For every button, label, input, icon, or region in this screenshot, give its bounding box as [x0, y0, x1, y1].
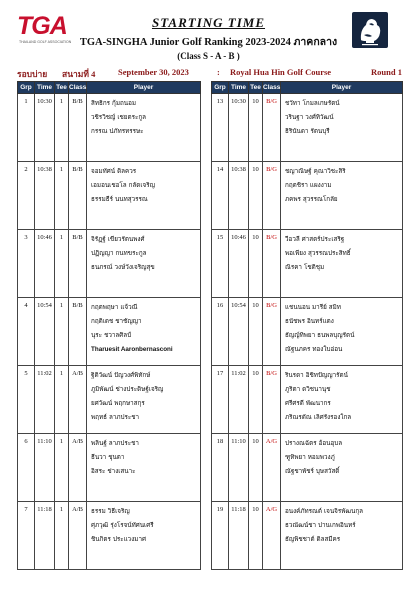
column-spacer — [201, 162, 212, 230]
left-group-players — [87, 502, 201, 570]
right-group-time: 10:54 — [229, 298, 249, 366]
right-group-time: 10:30 — [229, 94, 249, 162]
starting-time-table — [17, 81, 403, 570]
player-name: ธนภรณ์ วงษ์วังเจริญสุข — [91, 264, 155, 271]
class-line: (Class S - A - B ) — [177, 51, 240, 61]
right-group-tee: 10 — [249, 298, 263, 366]
right-group-tee: 10 — [249, 366, 263, 434]
col-header-class: Class — [69, 82, 87, 94]
table-row — [18, 366, 403, 434]
left-group-tee: 1 — [55, 502, 69, 570]
right-group-class: B/G — [263, 230, 281, 298]
left-group-grp: 6 — [18, 434, 35, 502]
left-group-time: 10:46 — [35, 230, 55, 298]
player-name: จอมทัศน์ ดิลควร — [91, 168, 137, 175]
date-label: September 30, 2023 — [118, 67, 189, 77]
player-name: ปรางณฉัตร อ้อนอุบล — [285, 440, 343, 447]
table-row — [18, 502, 403, 570]
player-name: พลินฐ์ ลาภประชา — [91, 440, 139, 447]
right-group-tee: 10 — [249, 230, 263, 298]
left-group-class: A/B — [69, 366, 87, 434]
left-group-players — [87, 162, 201, 230]
player-name: ธวณัฒน์ชา ปานเกพอินทร์ — [285, 522, 356, 529]
player-name: ภคพร สุวรรณโกลัย — [285, 196, 338, 203]
right-group-players — [281, 298, 403, 366]
player-name: ธรรม วิธีเจริญ — [91, 508, 130, 515]
round-info-bar — [17, 67, 402, 79]
left-group-grp: 3 — [18, 230, 35, 298]
player-name: กฤตชิรา แผงงาม — [285, 182, 332, 189]
tga-logo-subtext: THAILAND GOLF ASSOCIATION — [19, 40, 72, 44]
player-name: ชญาณิษฐ์ คุณาวิชะสิริ — [285, 168, 346, 175]
table-row — [18, 434, 403, 502]
right-group-players — [281, 434, 403, 502]
player-name: ปฏิญญา กนทขระกูล — [91, 250, 147, 257]
left-group-time: 11:10 — [35, 434, 55, 502]
table-row — [18, 162, 403, 230]
left-group-tee: 1 — [55, 94, 69, 162]
right-group-class: B/G — [263, 298, 281, 366]
table-row — [18, 298, 403, 366]
left-group-grp: 2 — [18, 162, 35, 230]
player-name: ธัญญ์ทิพยา ธนพลบุญรัตน์ — [285, 332, 355, 339]
left-group-grp: 5 — [18, 366, 35, 434]
player-name: ธีนวา ชุนตา — [91, 454, 125, 461]
player-name: ธิรินันดา รัตนบุรี — [285, 128, 330, 135]
left-group-players — [87, 434, 201, 502]
right-group-players — [281, 502, 403, 570]
player-name: พอเพียง สุวรรณประสิทธิ์ — [285, 250, 351, 257]
column-spacer — [201, 82, 212, 94]
player-name: ฐิติวัฒน์ ปัญวงศ์พิทักษ์ — [91, 372, 151, 379]
column-spacer — [201, 434, 212, 502]
left-group-players — [87, 230, 201, 298]
player-name: พฤทธ์ ลาภประชา — [91, 414, 140, 421]
left-group-tee: 1 — [55, 434, 69, 502]
player-name: แชนนอน มารีย์ สมิท — [285, 304, 341, 311]
tournament-name: TGA-SINGHA Junior Golf Ranking 2023-2024 ภาคกลาง — [79, 37, 338, 48]
right-group-players — [281, 94, 403, 162]
player-name: ภูมิพัฒน์ ช่างประดิษฐ์เจริญ — [91, 386, 164, 393]
column-spacer — [201, 366, 212, 434]
right-group-tee: 10 — [249, 94, 263, 162]
player-name: ศุภวุฒิ รุ่งโรจน์ทัศนเศรี — [91, 522, 154, 529]
right-group-time: 11:10 — [229, 434, 249, 502]
left-group-grp: 1 — [18, 94, 35, 162]
table-row — [18, 94, 403, 162]
left-group-time: 10:30 — [35, 94, 55, 162]
player-name: วรินฐา วงศ์ทิวัฒน์ — [285, 114, 334, 121]
col-header-grp: Grp — [18, 82, 35, 94]
player-name: กรรณ ปภัทรทรรษะ — [91, 128, 144, 135]
left-group-tee: 1 — [55, 298, 69, 366]
col-header-time: Time — [35, 82, 55, 94]
column-spacer — [201, 94, 212, 162]
player-name: จิรัฏฐ์ เขียวรัตนพงศ์ — [91, 236, 145, 243]
player-name: อิสระ ช่างเสนาะ — [91, 468, 136, 475]
right-group-players — [281, 162, 403, 230]
player-name: ธัญพิชชาต์ ดิลสมีคร — [285, 536, 341, 543]
right-group-players — [281, 366, 403, 434]
column-spacer — [201, 298, 212, 366]
player-name: อนงค์ภัทรณต์ เจนจิรพัฒนกุล — [285, 508, 364, 515]
col-header-time: Time — [229, 82, 249, 94]
player-name: ณิรคา โชติชุม — [285, 264, 325, 271]
left-group-time: 11:18 — [35, 502, 55, 570]
right-group-time: 10:46 — [229, 230, 249, 298]
col-header-class: Class — [263, 82, 281, 94]
player-name: ภริณรดัณ เลิศรังรองใกล — [285, 414, 352, 421]
left-group-players — [87, 298, 201, 366]
player-name: ศรีศรดี พัฒนากร — [285, 400, 331, 407]
player-name: ยศวัฒน์ พฤกษาสกุร — [91, 400, 145, 407]
player-name: ธรรมธีร์ นนทสุวรรณ — [91, 196, 148, 203]
col-header-grp: Grp — [212, 82, 229, 94]
player-name: ฑูทิพยา หอมพวงภู่ — [285, 454, 335, 461]
col-header-tee: Tee — [55, 82, 69, 94]
player-name: กฤติเดช ชาชัญญา — [91, 318, 142, 325]
left-group-tee: 1 — [55, 162, 69, 230]
right-group-time: 11:02 — [229, 366, 249, 434]
left-group-class: A/B — [69, 434, 87, 502]
player-name: ชินกิตร ประแวงมาศ — [91, 536, 146, 543]
right-group-grp: 14 — [212, 162, 229, 230]
player-name: นุระ ชวาลศิลป์ — [91, 332, 132, 339]
right-group-grp: 16 — [212, 298, 229, 366]
left-group-class: B/B — [69, 230, 87, 298]
session-label: รอบบ่าย — [17, 69, 48, 79]
table-header-row — [18, 82, 403, 94]
right-group-grp: 19 — [212, 502, 229, 570]
player-name: ชวัทา โกมลเกษรัตน์ — [285, 100, 340, 107]
right-group-grp: 15 — [212, 230, 229, 298]
course-name-label: Royal Hua Hin Golf Course — [230, 67, 332, 77]
course-number-label: สนามที่ 4 — [62, 69, 96, 79]
player-name: Tharuesit Aaronbernasconi — [91, 346, 173, 353]
left-group-time: 11:02 — [35, 366, 55, 434]
right-group-grp: 18 — [212, 434, 229, 502]
page-title: STARTING TIME — [151, 15, 266, 30]
right-group-class: B/G — [263, 366, 281, 434]
player-name: ธนัชพร อินทร์แตง — [285, 318, 334, 325]
right-group-players — [281, 230, 403, 298]
right-group-tee: 10 — [249, 502, 263, 570]
left-group-class: B/B — [69, 162, 87, 230]
right-group-time: 10:38 — [229, 162, 249, 230]
column-spacer — [201, 502, 212, 570]
left-group-time: 10:54 — [35, 298, 55, 366]
table-row — [18, 230, 403, 298]
right-group-tee: 10 — [249, 434, 263, 502]
right-group-class: A/G — [263, 502, 281, 570]
left-group-players — [87, 94, 201, 162]
right-group-grp: 17 — [212, 366, 229, 434]
left-group-players — [87, 366, 201, 434]
left-group-grp: 4 — [18, 298, 35, 366]
player-name: วชิรวิชญ์ เชยตระกูล — [91, 114, 147, 121]
player-name: เอมอนเชอโล กลัดเจริญ — [91, 182, 155, 189]
round-label: Round 1 — [371, 67, 402, 77]
left-group-class: B/B — [69, 298, 87, 366]
left-group-grp: 7 — [18, 502, 35, 570]
player-name: ภูริตา ดวิชนานุช — [285, 386, 331, 393]
col-header-player: Player — [87, 82, 201, 94]
left-group-tee: 1 — [55, 230, 69, 298]
col-header-tee: Tee — [249, 82, 263, 94]
left-group-tee: 1 — [55, 366, 69, 434]
column-spacer — [201, 230, 212, 298]
left-group-class: A/B — [69, 502, 87, 570]
player-name: ณัฐชาพัชร์ บุษสวัสดิ์ — [285, 468, 340, 475]
player-name: รินรดา อิชิทปัญญารัตน์ — [285, 372, 348, 379]
info-colon: : — [217, 67, 220, 77]
player-name: สิทธิกร กุ้มถนอม — [91, 100, 137, 107]
player-name: ณัฐนภคร ทองใบอ่อน — [285, 346, 343, 353]
right-group-class: B/G — [263, 162, 281, 230]
left-group-class: B/B — [69, 94, 87, 162]
player-name: วีอวลี ศาสตร์ประเสริฐ — [285, 236, 345, 243]
right-group-class: B/G — [263, 94, 281, 162]
right-group-grp: 13 — [212, 94, 229, 162]
left-group-time: 10:38 — [35, 162, 55, 230]
col-header-player: Player — [281, 82, 403, 94]
tga-logo-text: TGA — [17, 12, 67, 40]
right-group-tee: 10 — [249, 162, 263, 230]
right-group-class: A/G — [263, 434, 281, 502]
player-name: กฤตพฤษา แจ้วณี — [91, 304, 138, 311]
right-group-time: 11:18 — [229, 502, 249, 570]
